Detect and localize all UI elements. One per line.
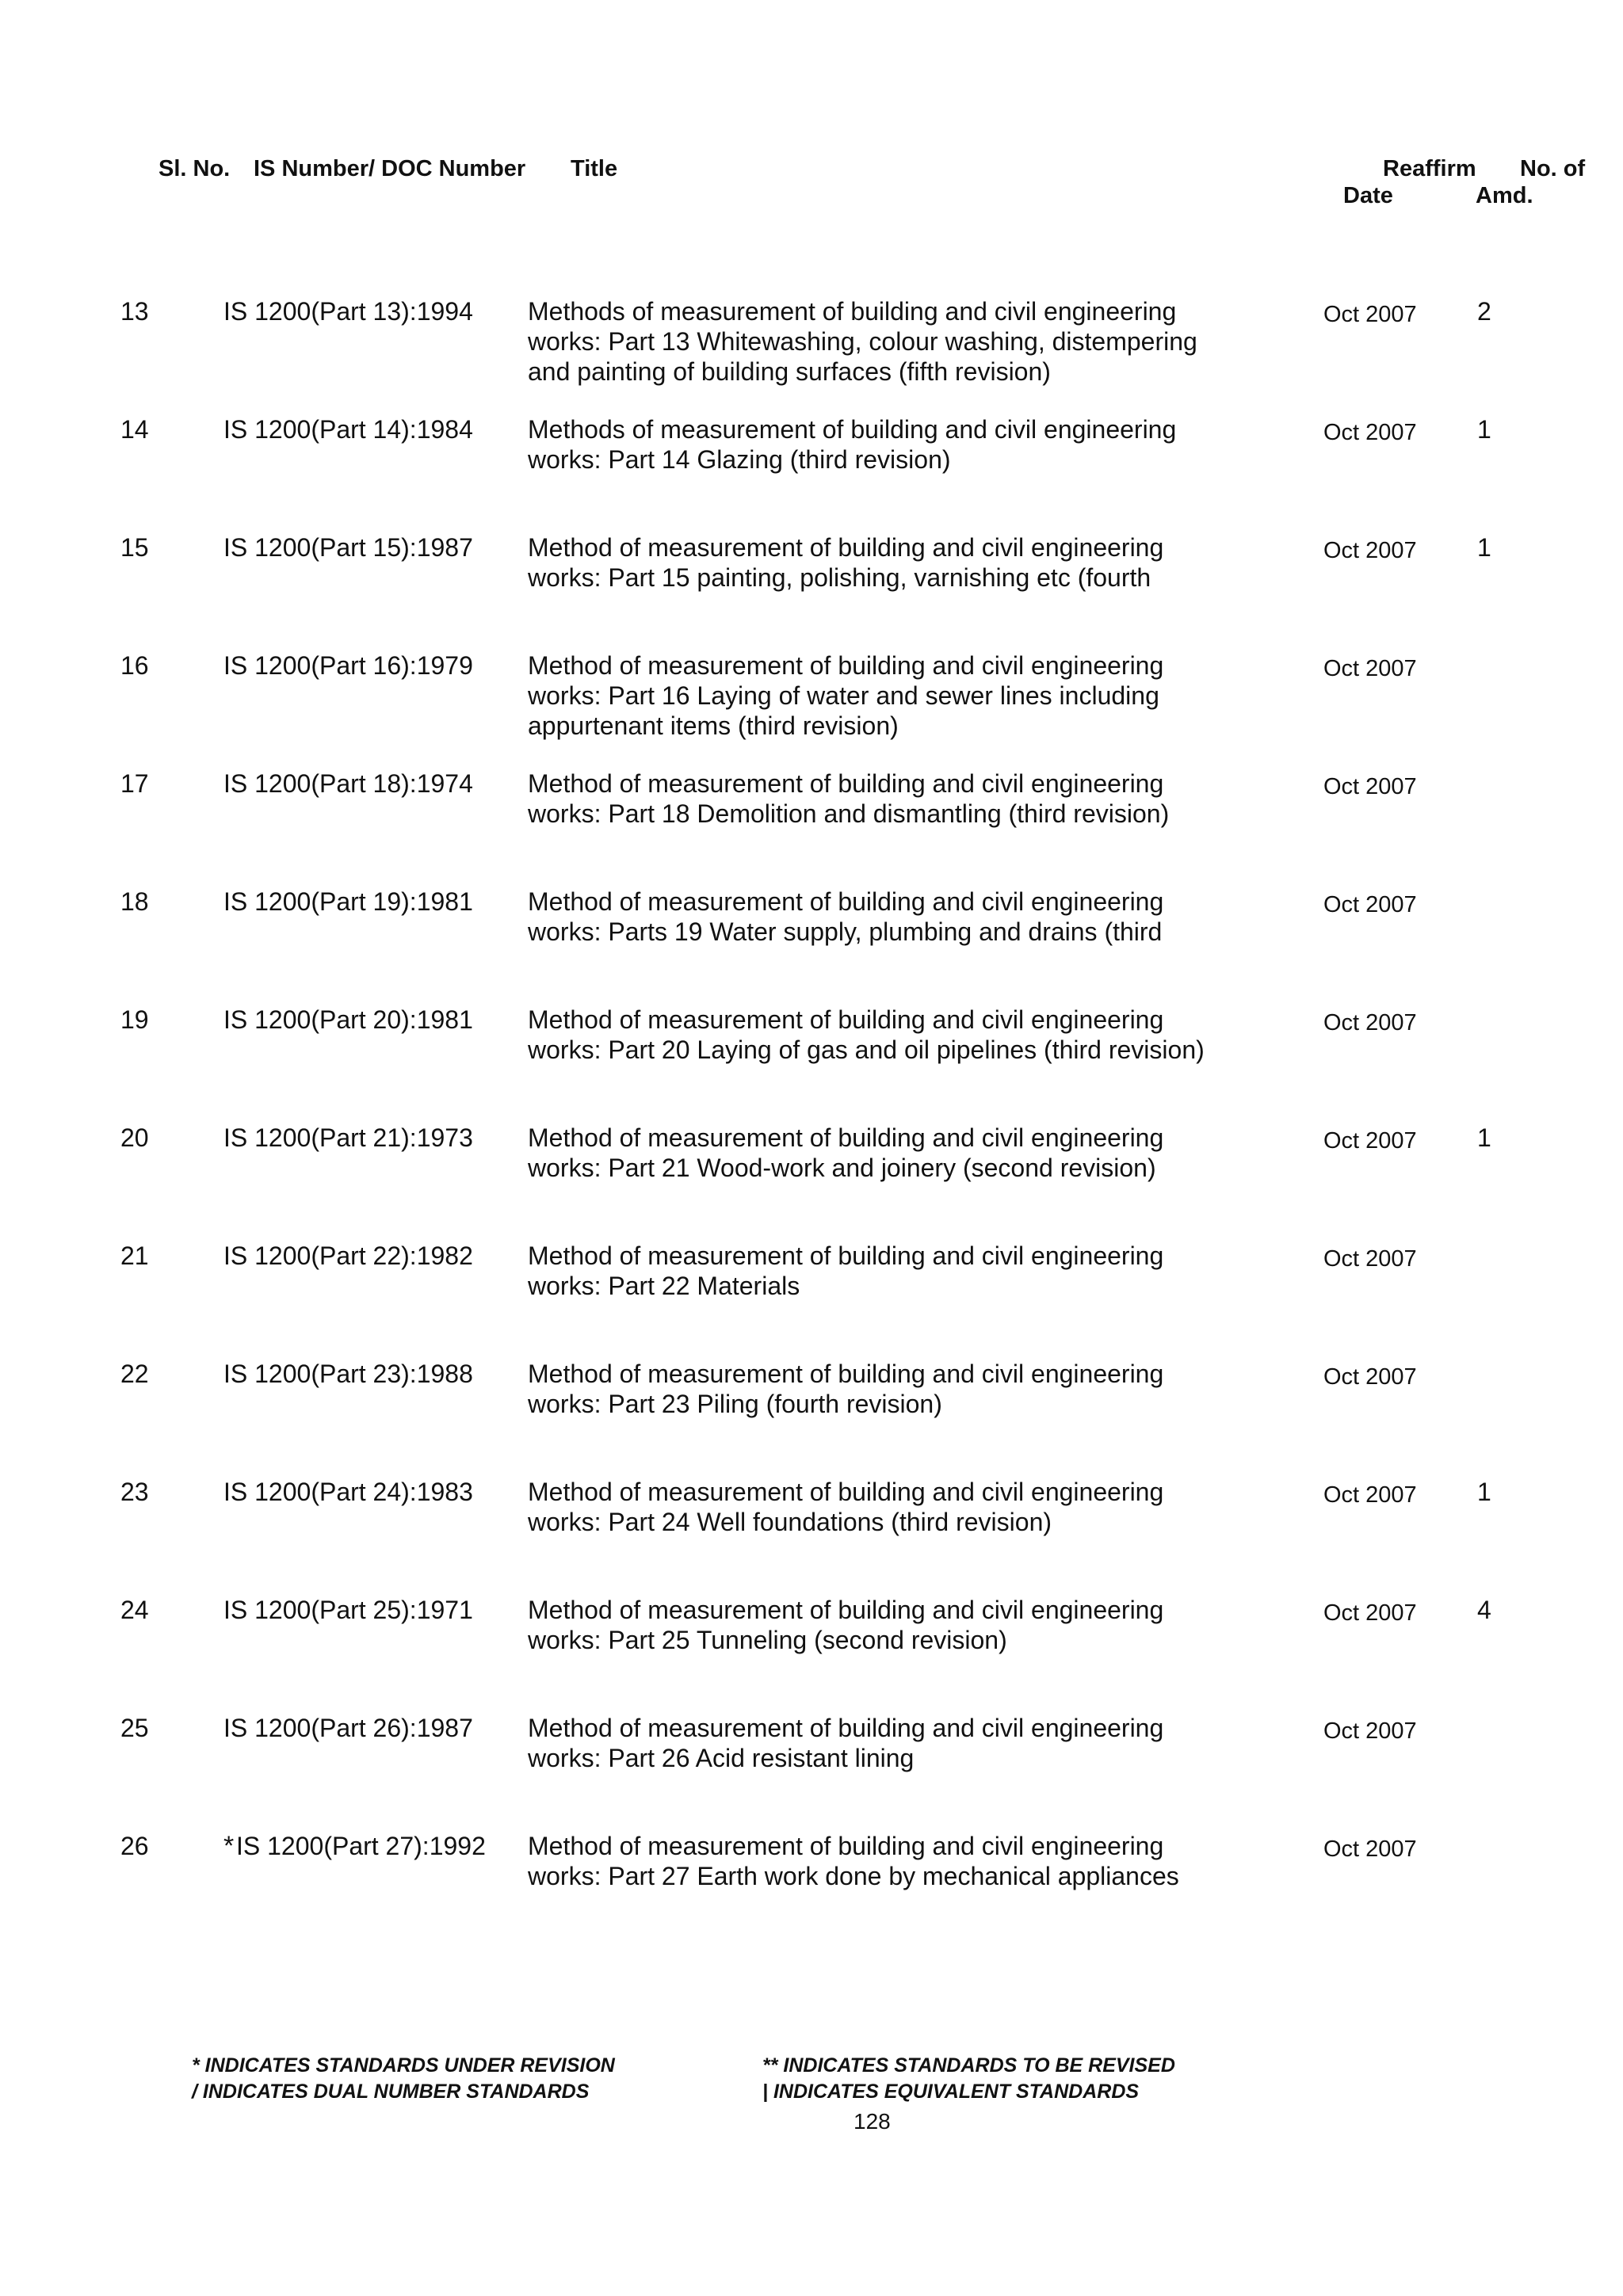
header-is-number: IS Number/ DOC Number (254, 156, 526, 181)
row-is-number-text: IS 1200(Part 14):1984 (223, 415, 473, 444)
row-title-line: Method of measurement of building and civil engineering (528, 887, 1164, 916)
row-title (528, 1359, 1257, 1419)
row-title (528, 1005, 1257, 1065)
row-sl-no: 21 (120, 1241, 149, 1270)
row-is-number (223, 1241, 473, 1271)
row-is-number-text: IS 1200(Part 19):1981 (223, 887, 473, 916)
row-title (528, 887, 1257, 947)
row-sl-no: 15 (120, 533, 149, 562)
row-title-line: works: Part 26 Acid resistant lining (528, 1744, 915, 1772)
row-is-number (223, 1831, 486, 1861)
row-is-number-text: IS 1200(Part 21):1973 (223, 1123, 473, 1152)
row-title (528, 532, 1257, 593)
row-title-line: works: Part 25 Tunneling (second revision) (528, 1626, 1007, 1654)
row-is-number-text: IS 1200(Part 25):1971 (223, 1596, 473, 1624)
row-sl-no: 24 (120, 1596, 149, 1624)
legend-to-be-revised: ** INDICATES STANDARDS TO BE REVISED (762, 2054, 1175, 2077)
row-is-number (223, 1123, 473, 1153)
row-is-number (223, 1595, 473, 1625)
row-sl-no: 20 (120, 1123, 149, 1152)
row-is-number (223, 1713, 473, 1743)
row-title (528, 769, 1257, 829)
legend-under-revision: * INDICATES STANDARDS UNDER REVISION (192, 2054, 615, 2077)
row-title-line: Method of measurement of building and civil engineering (528, 1832, 1164, 1860)
row-title (528, 1831, 1257, 1891)
row-sl-no: 25 (120, 1714, 149, 1742)
row-title (528, 1713, 1257, 1773)
row-title-line: Method of measurement of building and civil engineering (528, 1123, 1164, 1152)
row-amendments: 4 (1477, 1596, 1491, 1624)
row-is-number-text: IS 1200(Part 18):1974 (223, 769, 473, 798)
row-amendments: 1 (1477, 1478, 1491, 1506)
row-title (528, 1123, 1257, 1183)
row-title-line: works: Part 20 Laying of gas and oil pipelines (third revision) (528, 1035, 1205, 1064)
row-sl-no: 26 (120, 1832, 149, 1860)
row-is-number-text: IS 1200(Part 24):1983 (223, 1478, 473, 1506)
row-title (528, 1595, 1257, 1655)
row-reaffirm-date: Oct 2007 (1323, 656, 1417, 681)
row-amendments: 1 (1477, 415, 1491, 444)
row-is-number-text: IS 1200(Part 20):1981 (223, 1005, 473, 1034)
header-sl-no: Sl. No. (158, 156, 231, 181)
row-title (528, 1241, 1257, 1301)
row-title (528, 296, 1257, 387)
row-sl-no: 13 (120, 297, 149, 326)
row-title-line: Method of measurement of building and civil engineering (528, 1714, 1164, 1742)
row-title-line: works: Part 23 Piling (fourth revision) (528, 1390, 942, 1418)
row-sl-no: 23 (120, 1478, 149, 1506)
row-is-number-text: IS 1200(Part 27):1992 (236, 1832, 486, 1860)
row-is-number (223, 1477, 473, 1507)
row-reaffirm-date: Oct 2007 (1323, 892, 1417, 917)
row-is-number-text: IS 1200(Part 23):1988 (223, 1360, 473, 1388)
row-reaffirm-date: Oct 2007 (1323, 774, 1417, 799)
row-amendments: 1 (1477, 533, 1491, 562)
row-sl-no: 22 (120, 1360, 149, 1388)
header-amd: Amd. (1476, 183, 1533, 208)
row-title-line: works: Part 24 Well foundations (third revision) (528, 1508, 1052, 1536)
row-title (528, 1477, 1257, 1537)
row-title-line: Methods of measurement of building and civil engineering (528, 415, 1177, 444)
row-title (528, 414, 1257, 475)
row-is-number (223, 296, 473, 326)
row-is-number (223, 887, 473, 917)
row-title-line: works: Part 16 Laying of water and sewer lines including (528, 681, 1159, 710)
row-title-line: Method of measurement of building and civil engineering (528, 533, 1164, 562)
row-sl-no: 19 (120, 1005, 149, 1034)
row-title-line: works: Part 14 Glazing (third revision) (528, 445, 951, 474)
row-reaffirm-date: Oct 2007 (1323, 1246, 1417, 1272)
header-date: Date (1343, 183, 1393, 208)
header-title: Title (571, 156, 618, 181)
row-title-line: works: Parts 19 Water supply, plumbing and drains (third (528, 917, 1163, 946)
row-title-line: works: Part 18 Demolition and dismantling (third revision) (528, 799, 1170, 828)
page-number: 128 (854, 2109, 891, 2134)
row-is-number (223, 414, 473, 444)
row-reaffirm-date: Oct 2007 (1323, 1364, 1417, 1390)
row-is-number-text: IS 1200(Part 15):1987 (223, 533, 473, 562)
row-reaffirm-date: Oct 2007 (1323, 420, 1417, 445)
row-reaffirm-date: Oct 2007 (1323, 1482, 1417, 1508)
row-sl-no: 17 (120, 769, 149, 798)
row-reaffirm-date: Oct 2007 (1323, 1718, 1417, 1744)
header-reaffirm: Reaffirm (1383, 156, 1476, 181)
row-is-number-text: IS 1200(Part 26):1987 (223, 1714, 473, 1742)
header-no-of: No. of (1520, 156, 1586, 181)
row-reaffirm-date: Oct 2007 (1323, 302, 1417, 327)
under-revision-marker: * (223, 1831, 235, 1861)
row-reaffirm-date: Oct 2007 (1323, 1128, 1417, 1154)
row-amendments: 1 (1477, 1123, 1491, 1152)
row-is-number (223, 650, 473, 681)
row-reaffirm-date: Oct 2007 (1323, 1600, 1417, 1626)
row-sl-no: 16 (120, 651, 149, 680)
row-title-line: Method of measurement of building and civil engineering (528, 1005, 1164, 1034)
row-sl-no: 18 (120, 887, 149, 916)
row-title-line: Method of measurement of building and civil engineering (528, 769, 1164, 798)
row-title-line: and painting of building surfaces (fifth revision) (528, 357, 1051, 386)
legend-equivalent: | INDICATES EQUIVALENT STANDARDS (762, 2081, 1140, 2103)
row-title (528, 650, 1257, 741)
row-is-number (223, 769, 473, 799)
row-title-line: Methods of measurement of building and civil engineering (528, 297, 1177, 326)
row-is-number-text: IS 1200(Part 13):1994 (223, 297, 473, 326)
row-reaffirm-date: Oct 2007 (1323, 1836, 1417, 1862)
row-reaffirm-date: Oct 2007 (1323, 1010, 1417, 1035)
row-title-line: Method of measurement of building and civil engineering (528, 1241, 1164, 1270)
row-is-number (223, 1005, 473, 1035)
row-is-number-text: IS 1200(Part 16):1979 (223, 651, 473, 680)
row-title-line: works: Part 13 Whitewashing, colour washing, distempering (528, 327, 1197, 356)
row-sl-no: 14 (120, 415, 149, 444)
row-title-line: works: Part 22 Materials (528, 1272, 800, 1300)
row-amendments: 2 (1477, 297, 1491, 326)
legend-dual-number: / INDICATES DUAL NUMBER STANDARDS (192, 2081, 590, 2103)
row-title-line: Method of measurement of building and civil engineering (528, 1360, 1164, 1388)
row-is-number (223, 1359, 473, 1389)
row-is-number-text: IS 1200(Part 22):1982 (223, 1241, 473, 1270)
row-reaffirm-date: Oct 2007 (1323, 538, 1417, 563)
row-title-line: Method of measurement of building and civil engineering (528, 1596, 1164, 1624)
row-title-line: Method of measurement of building and civil engineering (528, 651, 1164, 680)
row-title-line: works: Part 21 Wood-work and joinery (second revision) (528, 1154, 1156, 1182)
row-is-number (223, 532, 473, 563)
row-title-line: works: Part 27 Earth work done by mechanical appliances (528, 1862, 1179, 1890)
row-title-line: Method of measurement of building and civil engineering (528, 1478, 1164, 1506)
row-title-line: works: Part 15 painting, polishing, varnishing etc (fourth (528, 563, 1151, 592)
row-title-line: appurtenant items (third revision) (528, 711, 899, 740)
